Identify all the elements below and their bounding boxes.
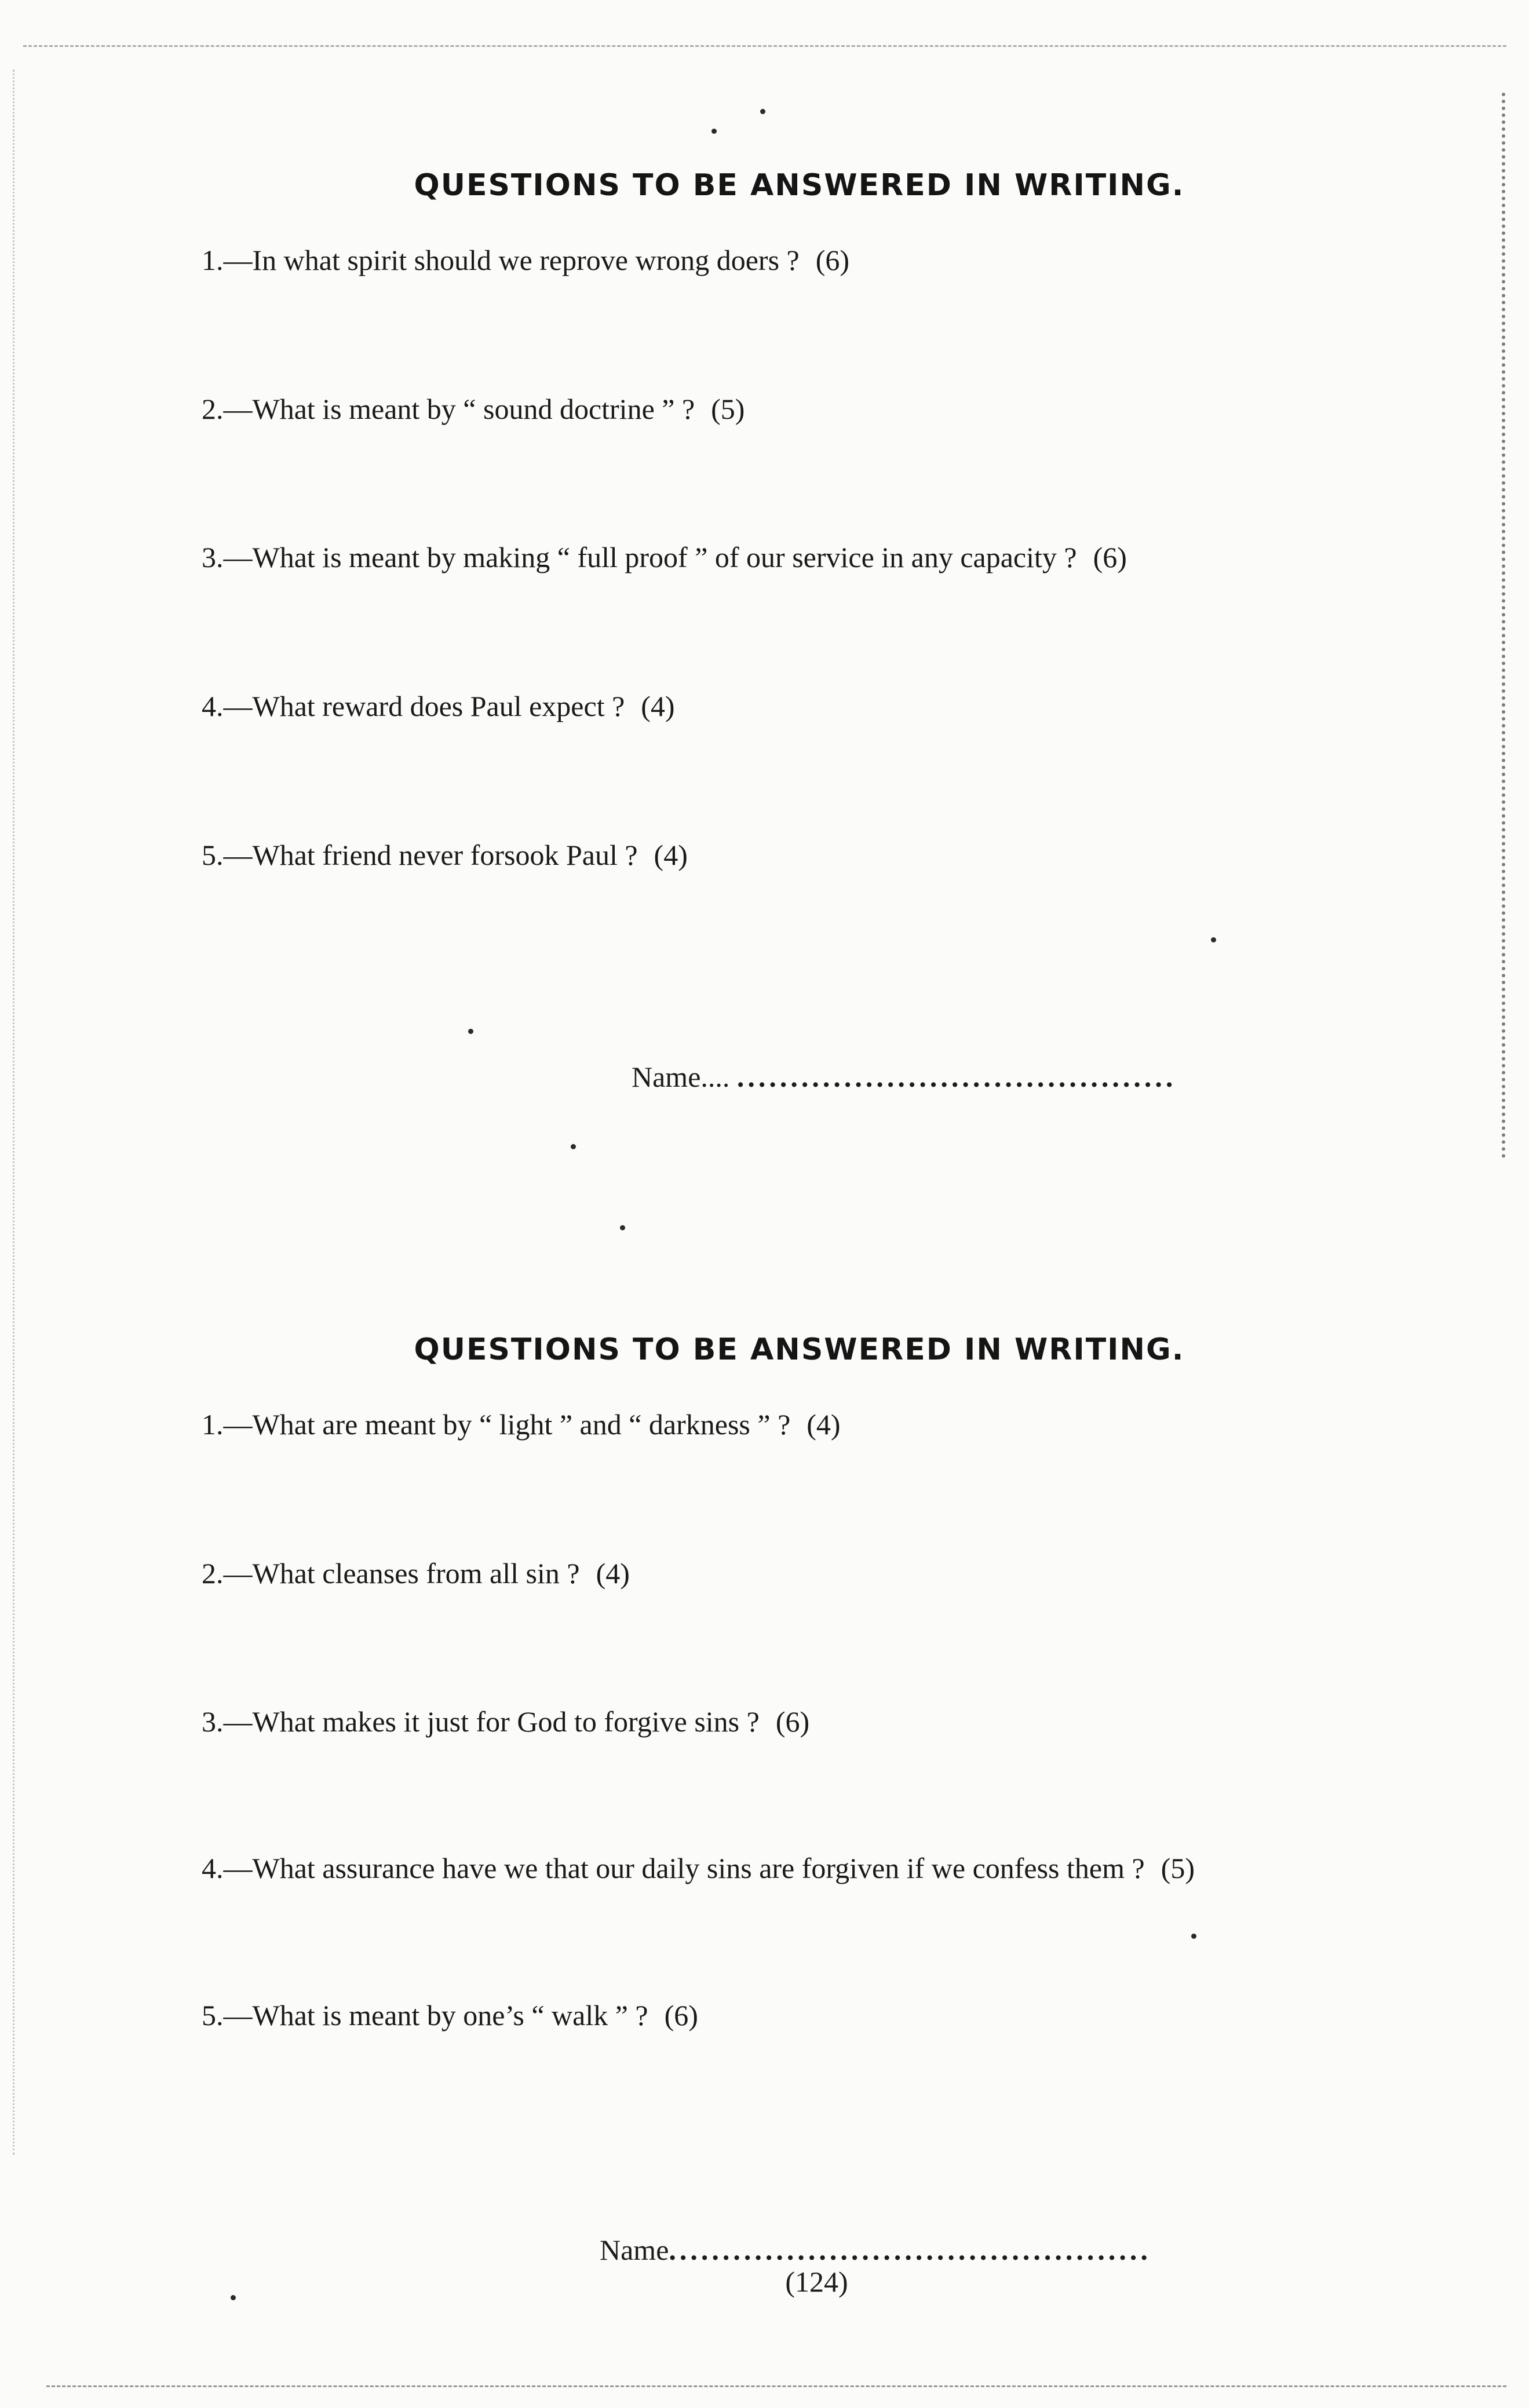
question-marks: (4) [654, 839, 688, 871]
question-item [202, 540, 1127, 574]
scan-speck [571, 1144, 576, 1149]
question-text: What makes it just for God to forgive sins ? [252, 1705, 760, 1738]
question-number: 1.— [202, 244, 253, 276]
question-text: What friend never forsook Paul ? [252, 839, 638, 871]
question-marks: (6) [815, 244, 850, 276]
question-number: 2.— [202, 1557, 253, 1590]
scan-edge-left [13, 70, 14, 2155]
scan-speck [1211, 937, 1216, 942]
question-item [202, 392, 745, 426]
question-item [202, 1556, 630, 1590]
question-item [202, 1705, 809, 1738]
scan-speck [1191, 1934, 1196, 1939]
question-marks: (5) [1161, 1852, 1195, 1884]
name-field [632, 1060, 1176, 1094]
question-item [202, 1408, 841, 1441]
question-number: 5.— [202, 839, 253, 871]
question-marks: (5) [711, 393, 745, 425]
question-text: What cleanses from all sin ? [252, 1557, 580, 1590]
name-field [600, 2233, 1151, 2267]
question-item [202, 243, 849, 277]
scan-edge-right [1502, 93, 1505, 1159]
name-label: Name [600, 2234, 669, 2266]
question-number: 4.— [202, 690, 253, 722]
scan-speck [468, 1029, 473, 1034]
question-marks: (6) [1093, 541, 1127, 573]
name-label: Name.... [632, 1061, 730, 1093]
question-text: What is meant by “ sound doctrine ” ? [252, 393, 695, 425]
scan-edge-bottom [46, 2385, 1506, 2387]
question-text: What reward does Paul expect ? [252, 690, 625, 722]
question-text: In what spirit should we reprove wrong doers ? [252, 244, 800, 276]
question-marks: (6) [664, 1999, 698, 2031]
question-item [202, 1851, 1195, 1885]
name-dotted-line: ......................................... [736, 1061, 1177, 1093]
question-marks: (4) [596, 1557, 630, 1590]
question-text: What is meant by making “ full proof ” of our service in any capacity ? [252, 541, 1077, 573]
section-heading: QUESTIONS TO BE ANSWERED IN WRITING. [414, 168, 1185, 203]
section-heading: QUESTIONS TO BE ANSWERED IN WRITING. [414, 1332, 1185, 1367]
question-item [202, 838, 688, 872]
question-number: 3.— [202, 1705, 253, 1738]
question-number: 2.— [202, 393, 253, 425]
scan-speck [711, 129, 717, 134]
question-number: 1.— [202, 1408, 253, 1441]
question-text: What is meant by one’s “ walk ” ? [252, 1999, 648, 2031]
name-dotted-line: ............................................. [669, 2234, 1151, 2266]
scan-speck [620, 1225, 625, 1230]
page-number: (124) [785, 2266, 848, 2298]
question-marks: (4) [807, 1408, 841, 1441]
question-marks: (4) [641, 690, 675, 722]
question-marks: (6) [775, 1705, 810, 1738]
scan-edge-top [23, 45, 1506, 47]
question-text: What are meant by “ light ” and “ darkness ” ? [252, 1408, 791, 1441]
scan-speck [760, 109, 765, 114]
question-number: 5.— [202, 1999, 253, 2031]
question-number: 3.— [202, 541, 253, 573]
question-item [202, 689, 675, 723]
question-text: What assurance have we that our daily sins are forgiven if we confess them ? [252, 1852, 1145, 1884]
question-item [202, 1998, 698, 2032]
question-number: 4.— [202, 1852, 253, 1884]
